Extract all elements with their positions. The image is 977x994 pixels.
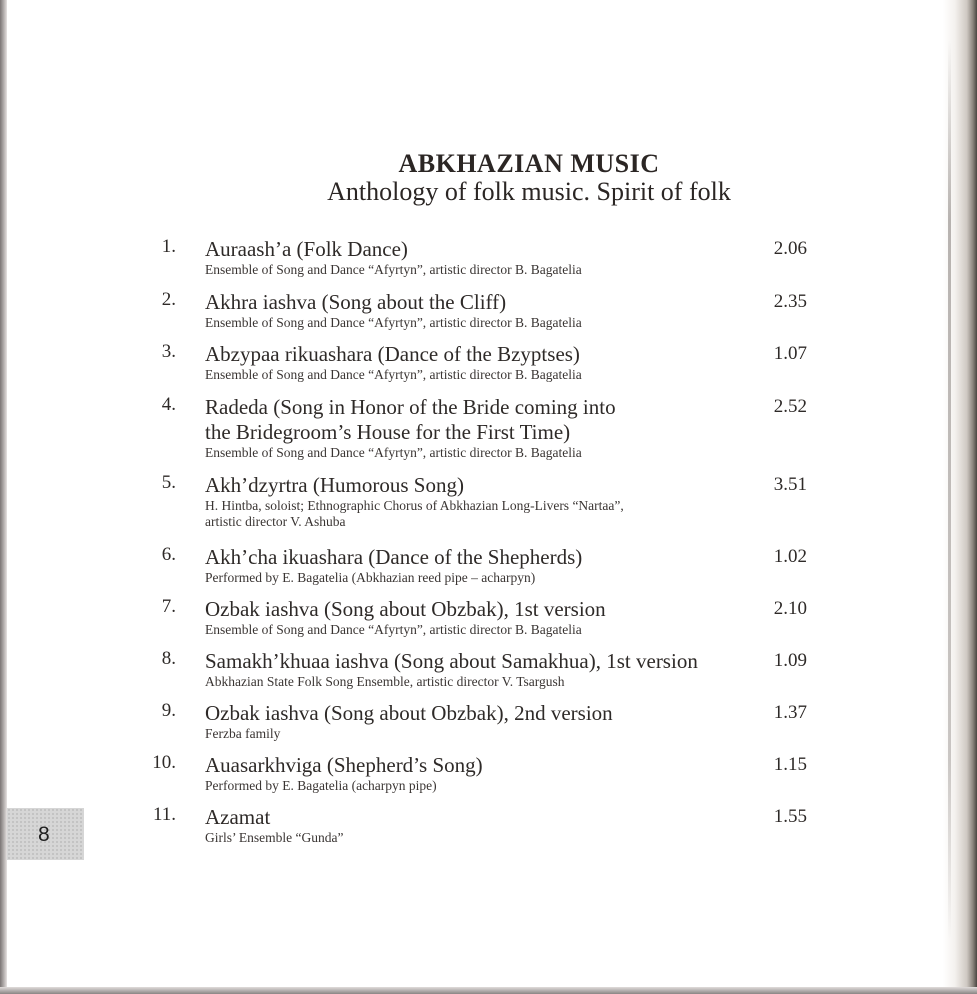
track-title: Akh’cha ikuashara (Dance of the Shepherds) xyxy=(205,545,583,569)
track-performer: artistic director V. Ashuba xyxy=(205,514,346,529)
track-duration: 1.55 xyxy=(773,806,807,827)
track-title: Radeda (Song in Honor of the Bride coming into xyxy=(205,395,616,419)
track-performer: Ensemble of Song and Dance “Afyrtyn”, artistic director B. Bagatelia xyxy=(205,262,582,277)
track-performer: Ensemble of Song and Dance “Afyrtyn”, artistic director B. Bagatelia xyxy=(205,445,582,460)
track-performer: H. Hintba, soloist; Ethnographic Chorus of Abkhazian Long-Livers “Nartaa”, xyxy=(205,498,624,513)
track-title: Abzypaa rikuashara (Dance of the Bzyptses) xyxy=(205,342,580,366)
track-title: Ozbak iashva (Song about Obzbak), 1st version xyxy=(205,597,606,621)
track-number: 11. xyxy=(152,804,176,825)
track-number: 6. xyxy=(161,544,176,565)
track-number: 10. xyxy=(152,752,176,773)
track-duration: 2.10 xyxy=(773,598,807,619)
page-number: 8 xyxy=(38,823,50,846)
track-title: Ozbak iashva (Song about Obzbak), 2nd version xyxy=(205,701,613,725)
track-duration: 1.07 xyxy=(773,343,807,364)
track-title: Auraash’a (Folk Dance) xyxy=(205,237,408,261)
track-performer: Abkhazian State Folk Song Ensemble, artistic director V. Tsargush xyxy=(205,674,565,689)
booklet-header xyxy=(0,150,977,206)
track-duration: 2.52 xyxy=(773,396,807,417)
track-performer: Girls’ Ensemble “Gunda” xyxy=(205,830,344,845)
track-duration: 1.02 xyxy=(773,546,807,567)
track-duration: 2.35 xyxy=(773,291,807,312)
album-subtitle: Anthology of folk music. Spirit of folk xyxy=(327,177,731,206)
track-title: the Bridegroom’s House for the First Time) xyxy=(205,420,571,444)
track-performer: Ensemble of Song and Dance “Afyrtyn”, artistic director B. Bagatelia xyxy=(205,315,582,330)
track-duration: 1.37 xyxy=(773,702,807,723)
track-number: 3. xyxy=(161,341,176,362)
track-duration: 1.09 xyxy=(773,650,807,671)
track-number: 4. xyxy=(161,394,176,415)
track-duration: 3.51 xyxy=(773,474,807,495)
track-number: 1. xyxy=(161,236,176,257)
track-duration: 2.06 xyxy=(773,238,807,259)
track-title: Auasarkhviga (Shepherd’s Song) xyxy=(205,753,483,777)
track-number: 7. xyxy=(161,596,176,617)
album-title: ABKHAZIAN MUSIC xyxy=(398,149,660,178)
track-number: 8. xyxy=(161,648,176,669)
track-performer: Performed by E. Bagatelia (acharpyn pipe) xyxy=(205,778,437,793)
track-performer: Ensemble of Song and Dance “Afyrtyn”, artistic director B. Bagatelia xyxy=(205,367,582,382)
track-title: Akhra iashva (Song about the Cliff) xyxy=(205,290,507,314)
track-number: 9. xyxy=(161,700,176,721)
page-bottom-edge xyxy=(0,987,977,994)
track-number: 5. xyxy=(161,472,176,493)
track-performer: Performed by E. Bagatelia (Abkhazian reed pipe – acharpyn) xyxy=(205,570,536,585)
track-title: Akh’dzyrtra (Humorous Song) xyxy=(205,473,464,497)
track-title: Azamat xyxy=(205,805,271,829)
track-title: Samakh’khuaa iashva (Song about Samakhua), 1st version xyxy=(205,649,698,673)
track-performer: Ensemble of Song and Dance “Afyrtyn”, artistic director B. Bagatelia xyxy=(205,622,582,637)
track-performer: Ferzba family xyxy=(205,726,281,741)
track-number: 2. xyxy=(161,289,176,310)
track-duration: 1.15 xyxy=(773,754,807,775)
